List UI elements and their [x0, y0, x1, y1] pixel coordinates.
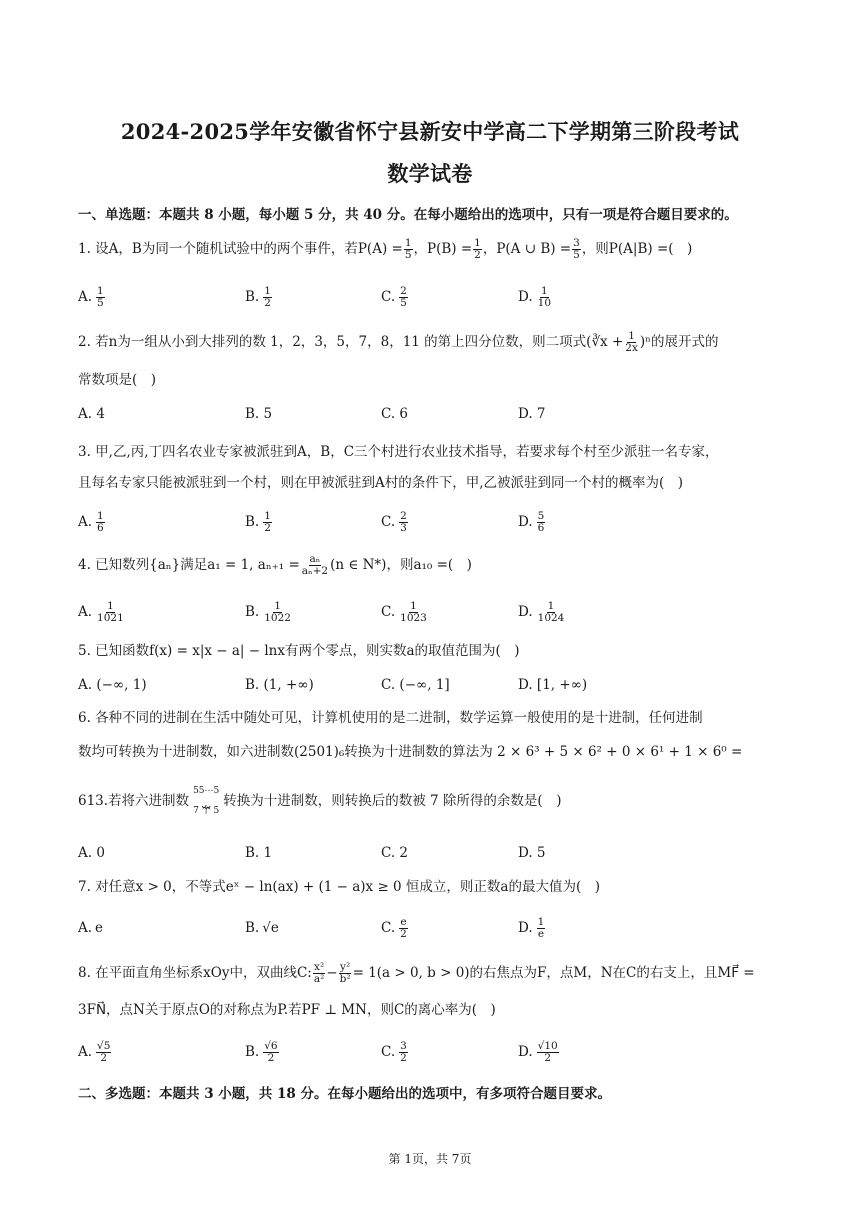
question-3-line2: 且每名专家只能被派驻到一个村，则在甲被派驻到A村的条件下，甲,乙被派驻到同一个村的概率为( ): [78, 475, 684, 491]
q3-option-c[interactable]: C. $\frac{2}{3}$: [381, 509, 407, 534]
q4-option-b[interactable]: B. $\frac{1}{1022}$: [245, 599, 291, 624]
q7-option-a[interactable]: A. e: [78, 920, 104, 936]
q1-fraction-pb: $\frac{1}{2}$: [474, 237, 481, 261]
question-8-line2: 3FN⃗，点N关于原点O的对称点为P.若PF ⊥ MN，则C的离心率为( ): [78, 1002, 496, 1018]
q2-option-b[interactable]: B. 5: [245, 406, 273, 422]
q2-binomial-expression: (∛x + $\frac{1}{2x}$ )ⁿ: [586, 330, 651, 354]
q6-option-c[interactable]: C. 2: [381, 845, 409, 861]
question-6-line3: 613.若将六进制数 55⋯5 ⏟ 7 个 5 转换为十进制数，则转换后的数被 7 除所得的余数是( ): [78, 786, 562, 816]
exam-subtitle: 数学试卷: [387, 161, 473, 186]
q1-fraction-paub: $\frac{3}{5}$: [573, 237, 580, 261]
q3-option-b[interactable]: B. $\frac{1}{2}$: [245, 509, 271, 534]
q5-options: [78, 671, 784, 699]
question-2: 2. 若n为一组从小到大排列的数 1，2，3，5，7，8，11 的第上四分位数，则二项式(∛x + $\frac{1}{2x}$ )ⁿ的展开式的: [78, 330, 719, 354]
question-3: 3. 甲,乙,丙,丁四名农业专家被派驻到A，B，C三个村进行农业技术指导，若要求每个村至少派驻一名专家，: [78, 444, 719, 460]
q4-option-a[interactable]: A. $\frac{1}{1021}$: [78, 599, 124, 624]
page-footer: 第 1页，共 7页: [388, 1152, 472, 1166]
q5-option-b[interactable]: B. (1, +∞): [245, 677, 314, 693]
question-6: 6. 各种不同的进制在生活中随处可见，计算机使用的是二进制，数学运算一般使用的是十进制，任何进制: [78, 710, 703, 726]
q8-hyperbola-y-term: $\frac{\text{y²}}{\text{b²}}$: [339, 961, 351, 985]
q3-option-d[interactable]: D. $\frac{5}{6}$: [518, 509, 545, 534]
q4-option-c[interactable]: C. $\frac{1}{1023}$: [381, 599, 427, 624]
q6-options: [78, 839, 784, 867]
question-6-line2: 数均可转换为十进制数，如六进制数(2501)₆转换为十进制数的算法为 2 × 6³ + 5 × 6² + 0 × 6¹ + 1 × 6⁰ =: [78, 744, 743, 760]
q8-option-b[interactable]: B. $\frac{√6}{2}$: [245, 1039, 278, 1064]
q2-option-a[interactable]: A. 4: [78, 406, 105, 422]
q1-option-d[interactable]: D. $\frac{1}{10}$: [518, 284, 552, 309]
q8-options: [78, 1038, 784, 1066]
question-4: 4. 已知数列{aₙ}满足a₁ = 1, aₙ₊₁ = $\frac{\text{aₙ}}{\text{aₙ+2}}$ (n ∈ N*)，则a₁₀ =( ): [78, 553, 472, 577]
question-8: 8. 在平面直角坐标系xOy中，双曲线C: $\frac{\text{x²}}{\text{a²}}$ − $\frac{\text{y²}}{\text{b²}}$ = 1(a > 0, b > 0)的右焦点为F，点M，N在C的右支上，且MF⃗ =: [78, 961, 755, 985]
question-1: [78, 238, 784, 261]
q5-option-a[interactable]: A. (−∞, 1): [78, 677, 147, 693]
q2-options: [78, 400, 784, 428]
q7-options: [78, 914, 784, 942]
question-7: 7. 对任意x > 0，不等式eˣ − ln(ax) + (1 − a)x ≥ 0 恒成立，则正数a的最大值为( ): [78, 879, 601, 895]
q1-text: ，则P(A|B) =( ): [581, 241, 693, 257]
q2-option-d[interactable]: D. 7: [518, 406, 546, 422]
section-multi-choice-header: 二、多选题：本题共 3 小题，共 18 分。在每小题给出的选项中，有多项符合题目要求。: [78, 1086, 611, 1102]
q1-text: ，P(A ∪ B) =: [482, 241, 572, 257]
q2-option-c[interactable]: C. 6: [381, 406, 409, 422]
q7-option-d[interactable]: D. $\frac{1}{e}$: [518, 915, 545, 940]
q8-hyperbola-x-term: $\frac{\text{x²}}{\text{a²}}$: [313, 961, 325, 985]
q1-option-c[interactable]: C. $\frac{2}{5}$: [381, 284, 407, 309]
q4-option-d[interactable]: D. $\frac{1}{1024}$: [518, 599, 565, 624]
q7-option-c[interactable]: C. $\frac{e}{2}$: [381, 915, 407, 940]
q5-option-d[interactable]: D. [1, +∞): [518, 677, 588, 693]
q8-option-c[interactable]: C. $\frac{3}{2}$: [381, 1039, 407, 1064]
q1-text: 1. 设A，B为同一个随机试验中的两个事件，若P(A) =: [78, 241, 403, 257]
q1-option-b[interactable]: B. $\frac{1}{2}$: [245, 284, 271, 309]
q8-option-d[interactable]: D. $\frac{√10}{2}$: [518, 1039, 558, 1064]
q6-option-d[interactable]: D. 5: [518, 845, 546, 861]
q1-options: [78, 283, 784, 311]
q3-option-a[interactable]: A. $\frac{1}{6}$: [78, 509, 104, 534]
q6-option-b[interactable]: B. 1: [245, 845, 273, 861]
q7-option-b[interactable]: B. √e: [245, 920, 279, 936]
section-single-choice-header: 一、单选题：本题共 8 小题，每小题 5 分，共 40 分。在每小题给出的选项中，只有一项是符合题目要求的。: [78, 207, 738, 223]
exam-title: 2024-2025学年安徽省怀宁县新安中学高二下学期第三阶段考试: [120, 119, 740, 144]
q5-option-c[interactable]: C. (−∞, 1]: [381, 677, 450, 693]
q1-fraction-pa: $\frac{1}{5}$: [404, 237, 412, 261]
q8-option-a[interactable]: A. $\frac{√5}{2}$: [78, 1039, 111, 1064]
q3-options: [78, 508, 784, 536]
question-2-line2: 常数项是( ): [78, 372, 157, 388]
q6-option-a[interactable]: A. 0: [78, 845, 105, 861]
question-5: 5. 已知函数f(x) = x|x − a| − lnx有两个零点，则实数a的取值范围为( ): [78, 643, 520, 659]
q4-options: [78, 598, 784, 626]
q4-recurrence-fraction: $\frac{\text{aₙ}}{\text{aₙ+2}}$: [301, 553, 329, 577]
q1-option-a[interactable]: A. $\frac{1}{5}$: [78, 284, 104, 309]
q1-text: ，P(B) =: [413, 241, 473, 257]
q6-base6-number: 55⋯5 ⏟ 7 个 5: [193, 786, 220, 816]
